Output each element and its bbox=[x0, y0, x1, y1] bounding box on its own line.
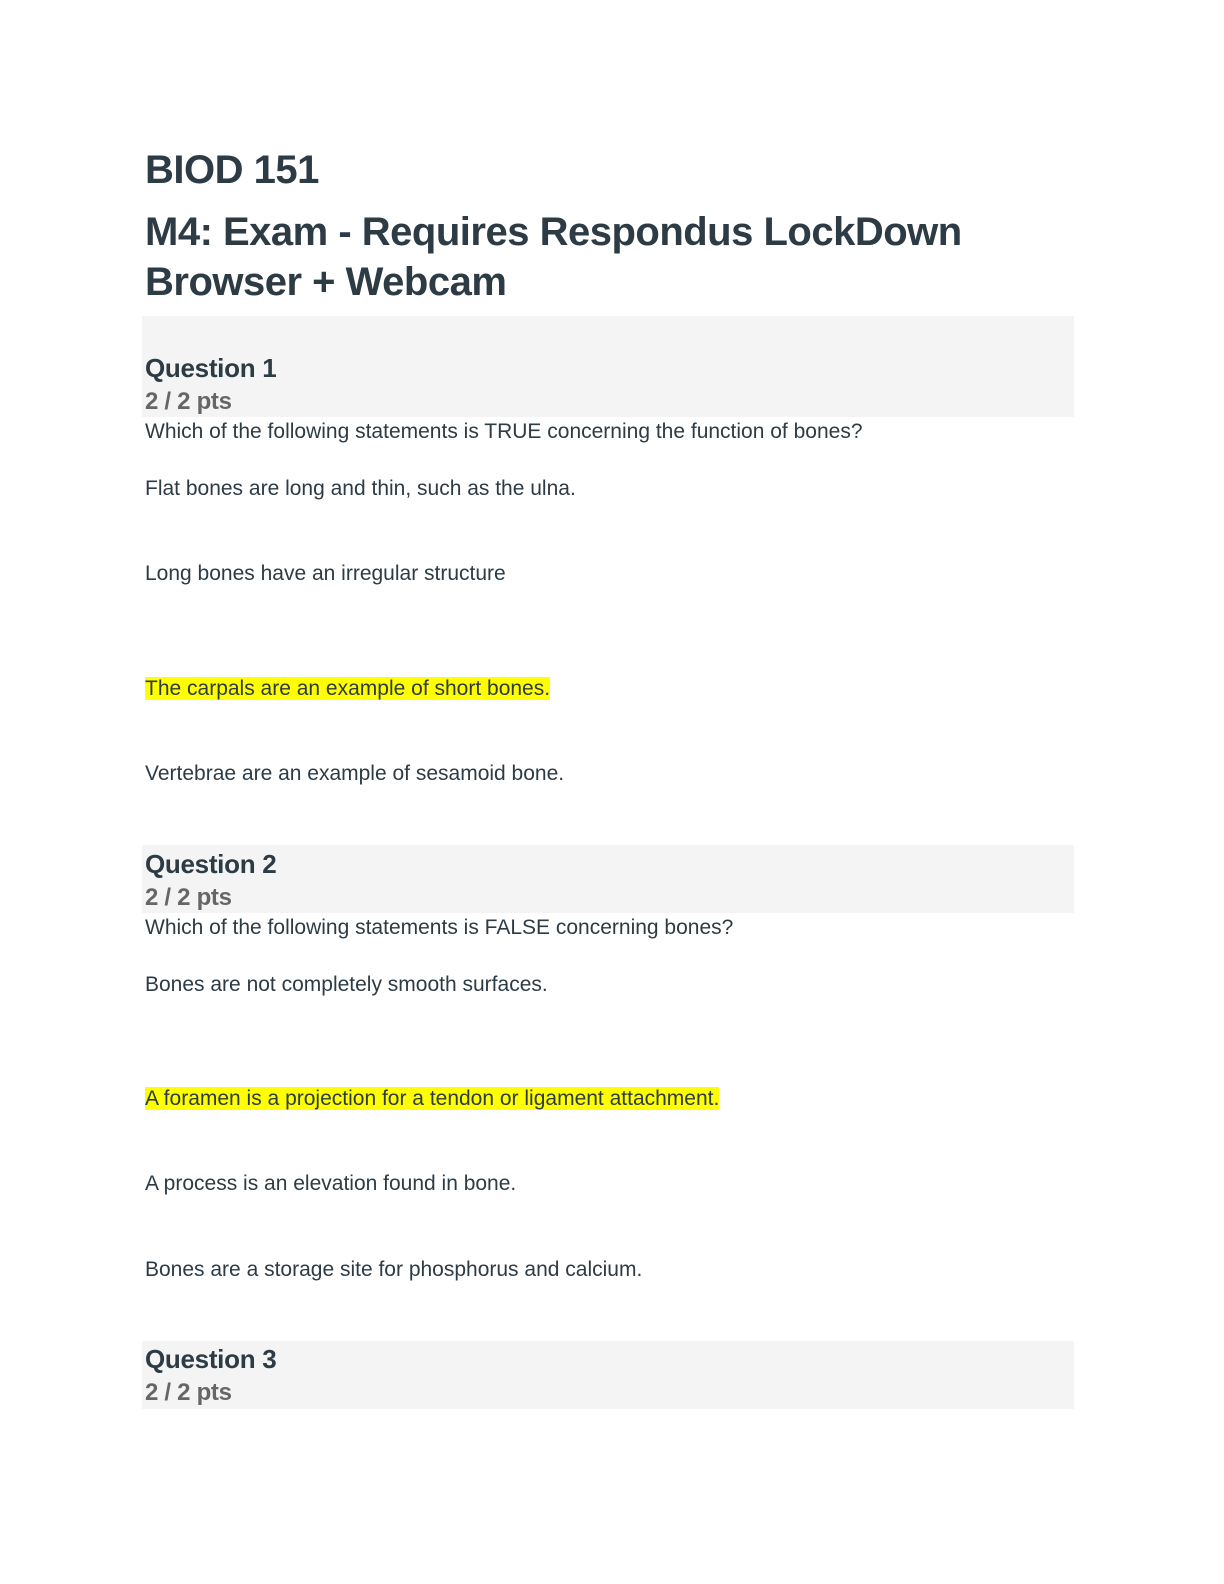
question-2-answer-2-highlighted bbox=[145, 1086, 719, 1112]
question-1-answer-3-highlighted bbox=[145, 676, 550, 702]
answer-text: Flat bones are long and thin, such as the ulna. bbox=[145, 477, 576, 500]
answer-text: Vertebrae are an example of sesamoid bone. bbox=[145, 762, 565, 785]
question-2-title: Question 2 bbox=[145, 849, 277, 879]
answer-text: The carpals are an example of short bones. bbox=[145, 677, 551, 700]
question-1-title: Question 1 bbox=[145, 353, 277, 383]
question-2-prompt: Which of the following statements is FALSE concerning bones? bbox=[145, 916, 734, 939]
question-1-answer-4 bbox=[145, 761, 564, 787]
question-2-answer-1 bbox=[145, 972, 548, 998]
question-3-title: Question 3 bbox=[145, 1344, 277, 1374]
question-1-answer-1 bbox=[145, 476, 576, 502]
answer-text: Long bones have an irregular structure bbox=[145, 562, 506, 585]
answer-text: Bones are a storage site for phosphorus and calcium. bbox=[145, 1258, 643, 1281]
question-3-header bbox=[142, 1341, 1074, 1409]
answer-text: Bones are not completely smooth surfaces. bbox=[145, 973, 548, 996]
question-1-header bbox=[142, 316, 1074, 417]
course-title: BIOD 151 bbox=[145, 148, 319, 192]
answer-text: A foramen is a projection for a tendon or ligament attachment. bbox=[145, 1087, 720, 1110]
question-2-header bbox=[142, 845, 1074, 913]
answer-text: A process is an elevation found in bone. bbox=[145, 1172, 517, 1195]
question-1-prompt: Which of the following statements is TRUE concerning the function of bones? bbox=[145, 420, 863, 443]
question-3-points: 2 / 2 pts bbox=[145, 1379, 232, 1406]
question-2-points: 2 / 2 pts bbox=[145, 884, 232, 911]
question-1-points: 2 / 2 pts bbox=[145, 388, 232, 415]
question-2-answer-3 bbox=[145, 1171, 516, 1197]
question-2-answer-4 bbox=[145, 1257, 642, 1283]
exam-title: M4: Exam - Requires Respondus LockDown Browser + Webcam bbox=[145, 210, 962, 304]
question-1-answer-2 bbox=[145, 561, 506, 587]
